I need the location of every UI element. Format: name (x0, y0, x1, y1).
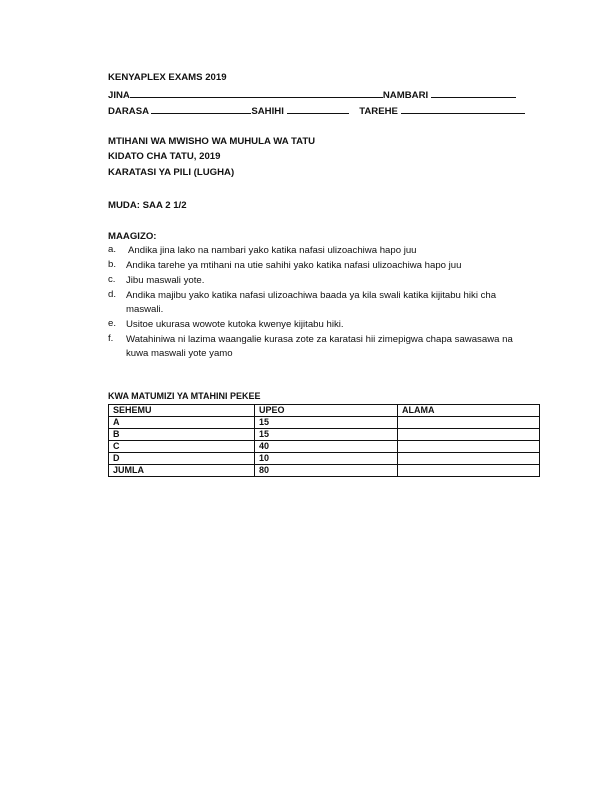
instruction-item (108, 318, 528, 332)
table-row (109, 417, 540, 429)
instruction-item (108, 333, 528, 361)
score-cell[interactable] (398, 453, 540, 465)
table-row (109, 441, 540, 453)
header-cell: SEHEMU (109, 405, 255, 417)
instruction-item (108, 259, 528, 273)
score-table-title: KWA MATUMIZI YA MTAHINI PEKEE (108, 391, 261, 401)
item-text: Andika jina lako na nambari yako katika nafasi ulizoachiwa hapo juu (128, 245, 417, 256)
header-cell: ALAMA (398, 405, 540, 417)
header-cell: UPEO (255, 405, 398, 417)
instructions-heading: MAAGIZO: (108, 231, 157, 242)
exam-duration: MUDA: SAA 2 1/2 (108, 200, 187, 211)
max-cell: 40 (255, 441, 398, 453)
table-row (109, 453, 540, 465)
section-cell: B (109, 429, 255, 441)
section-cell: JUMLA (109, 465, 255, 477)
score-table (108, 404, 540, 477)
item-marker: d. (108, 289, 117, 300)
score-cell[interactable] (398, 417, 540, 429)
item-marker: b. (108, 259, 117, 270)
item-text: Andika tarehe ya mtihani na utie sahihi yako katika nafasi ulizoachiwa hapo juu (126, 260, 462, 271)
school-title: KENYAPLEX EXAMS 2019 (108, 72, 227, 83)
exam-title: MTIHANI WA MWISHO WA MUHULA WA TATU (108, 136, 316, 147)
section-cell: D (109, 453, 255, 465)
max-cell: 10 (255, 453, 398, 465)
section-cell: A (109, 417, 255, 429)
instruction-item (108, 289, 528, 317)
item-text: Jibu maswali yote. (126, 275, 205, 286)
number-label: NAMBARI (382, 90, 429, 101)
item-text: Usitoe ukurasa wowote kutoka kwenye kijitabu hiki. (126, 319, 344, 330)
item-marker: c. (108, 274, 116, 285)
table-row (109, 465, 540, 477)
table-header-row (109, 405, 540, 417)
max-cell: 15 (255, 429, 398, 441)
number-field[interactable] (431, 88, 516, 98)
name-field[interactable] (130, 88, 383, 98)
signature-label: SAHIHI (251, 106, 284, 117)
class-label: DARASA (108, 106, 149, 117)
item-marker: f. (108, 333, 114, 344)
max-cell: 15 (255, 417, 398, 429)
table-row (109, 429, 540, 441)
instruction-item (108, 274, 528, 288)
instruction-item (108, 244, 528, 258)
score-cell[interactable] (398, 465, 540, 477)
class-line (108, 104, 525, 117)
class-field[interactable] (151, 104, 251, 114)
date-label: TAREHE (359, 106, 398, 117)
item-marker: a. (108, 244, 117, 255)
exam-form: KIDATO CHA TATU, 2019 (108, 151, 221, 162)
name-number-line (108, 88, 516, 101)
signature-field[interactable] (287, 104, 349, 114)
exam-paper: KARATASI YA PILI (LUGHA) (108, 167, 235, 178)
item-marker: e. (108, 318, 117, 329)
section-cell: C (109, 441, 255, 453)
score-cell[interactable] (398, 429, 540, 441)
date-field[interactable] (401, 104, 525, 114)
score-cell[interactable] (398, 441, 540, 453)
item-text: Andika majibu yako katika nafasi ulizoachiwa baada ya kila swali katika kijitabu hiki cha maswali. (126, 290, 497, 315)
item-text: Watahiniwa ni lazima waangalie kurasa zote za karatasi hii zimepigwa chapa sawasawa na kuwa maswali yote yamo (126, 334, 513, 359)
name-label: JINA (108, 90, 130, 101)
max-cell: 80 (255, 465, 398, 477)
